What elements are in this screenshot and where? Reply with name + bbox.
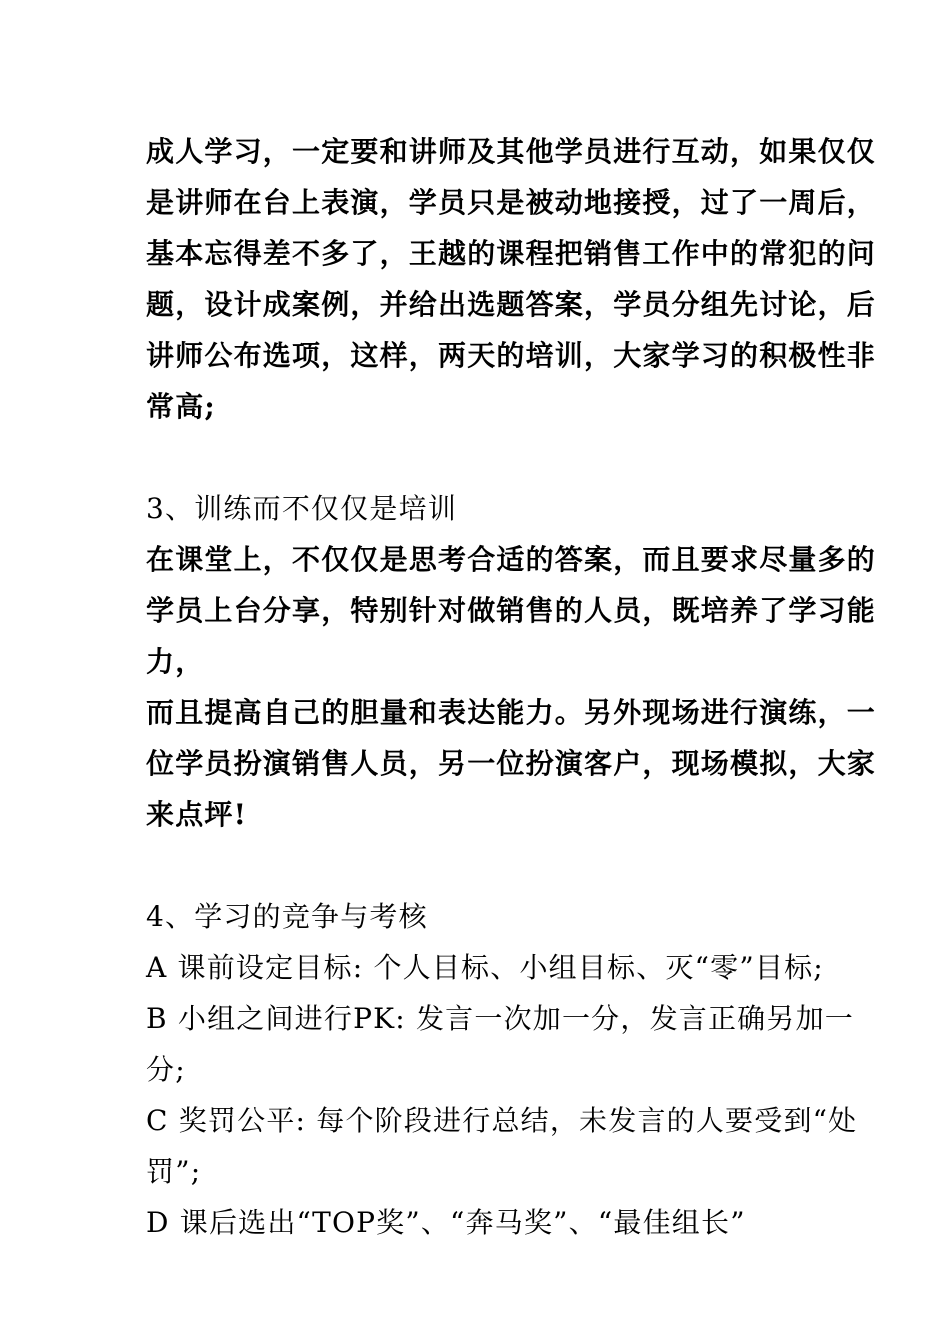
document-body bbox=[146, 126, 886, 1248]
section-3-paragraph-1: 在课堂上，不仅仅是思考合适的答案，而且要求尽量多的学员上台分享，特别针对做销售的人员，既培养了学习能力， bbox=[146, 543, 877, 678]
intro-paragraph: 成人学习，一定要和讲师及其他学员进行互动，如果仅仅是讲师在台上表演，学员只是被动地接授，过了一周后，基本忘得差不多了，王越的课程把销售工作中的常犯的问题，设计成案例，并给出选题答案，学员分组先讨论，后讲师公布选项，这样，两天的培训，大家学习的积极性非常高; bbox=[146, 135, 877, 423]
section-4-item-a: A 课前设定目标: 个人目标、小组目标、灭“零”目标; bbox=[146, 951, 824, 984]
section-4-item-b: B 小组之间进行PK: 发言一次加一分，发言正确另加一分; bbox=[146, 1002, 854, 1086]
section-4-heading: 4、学习的竞争与考核 bbox=[146, 900, 428, 933]
section-3-heading: 3、训练而不仅仅是培训 bbox=[146, 492, 458, 525]
section-4-item-c: C 奖罚公平: 每个阶段进行总结，未发言的人要受到“处罚”; bbox=[146, 1104, 858, 1188]
section-4-item-d: D 课后选出“TOP奖”、“奔马奖”、“最佳组长” bbox=[146, 1206, 746, 1239]
paragraph-spacer bbox=[146, 840, 886, 891]
section-3-paragraph-2: 而且提高自己的胆量和表达能力。另外现场进行演练，一位学员扮演销售人员，另一位扮演客户，现场模拟，大家来点坪! bbox=[146, 696, 877, 831]
paragraph-spacer bbox=[146, 432, 886, 483]
